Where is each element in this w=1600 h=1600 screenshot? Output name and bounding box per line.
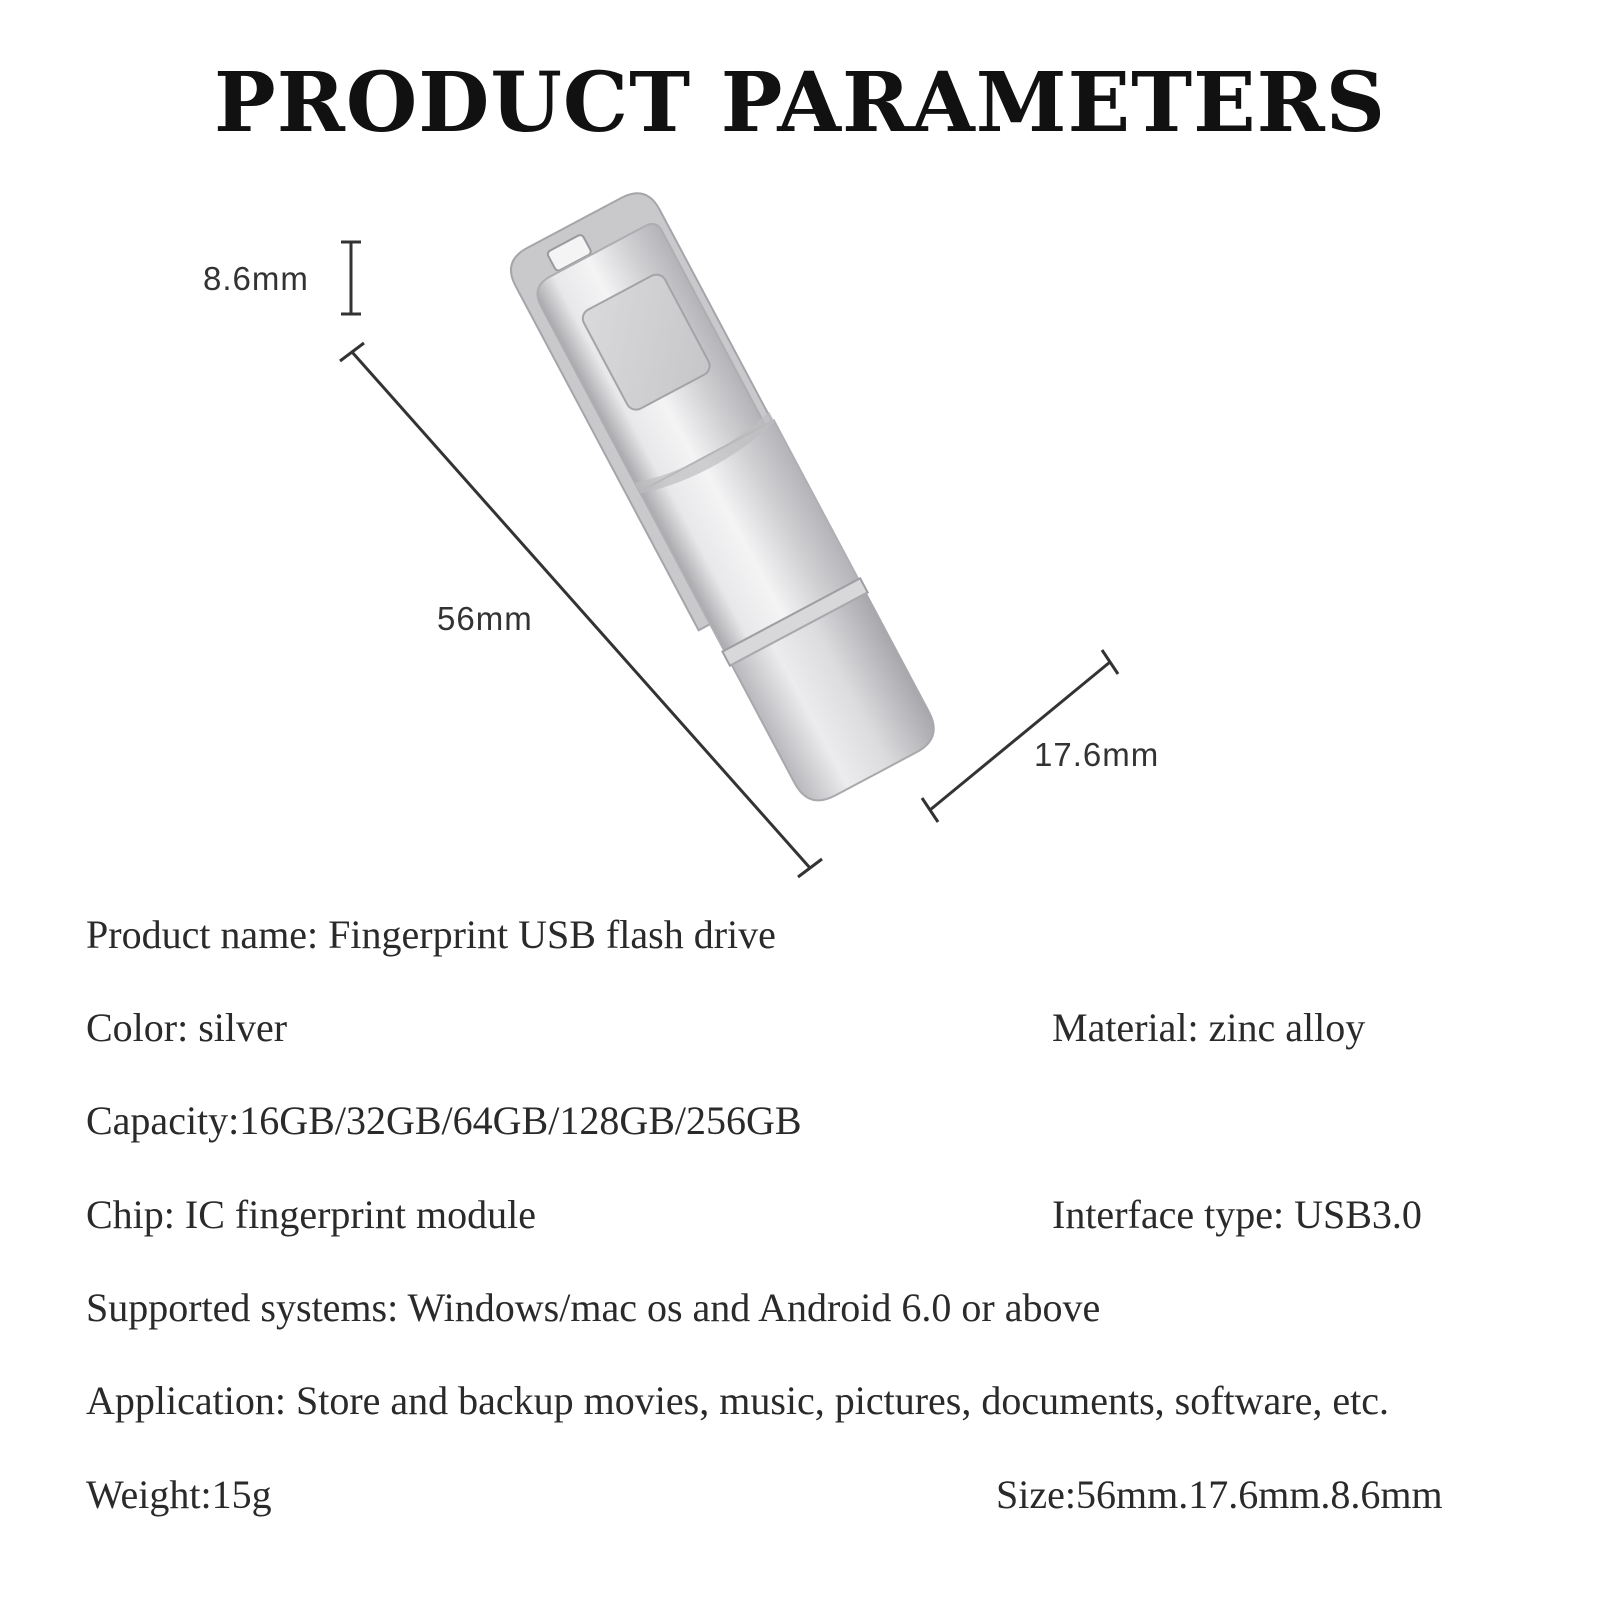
spec-product-name: Product name: Fingerprint USB flash drive	[86, 912, 776, 957]
spec-interface: Interface type: USB3.0	[1052, 1192, 1422, 1237]
product-figure	[0, 180, 1600, 900]
thickness-label: 8.6mm	[203, 260, 309, 297]
thickness-dimension-line	[341, 242, 361, 314]
spec-size: Size:56mm.17.6mm.8.6mm	[996, 1472, 1443, 1517]
usb-drive	[502, 183, 944, 816]
spec-color: Color: silver	[86, 1005, 288, 1050]
spec-material: Material: zinc alloy	[1052, 1005, 1366, 1050]
spec-chip: Chip: IC fingerprint module	[86, 1192, 536, 1237]
length-label: 56mm	[437, 600, 533, 637]
spec-weight: Weight:15g	[86, 1472, 272, 1517]
spec-application: Application: Store and backup movies, music, pictures, documents, software, etc.	[86, 1378, 1390, 1423]
width-label: 17.6mm	[1034, 736, 1160, 773]
page-title: PRODUCT PARAMETERS	[214, 55, 1386, 151]
spec-systems: Supported systems: Windows/mac os and Android 6.0 or above	[86, 1285, 1101, 1330]
spec-capacity: Capacity:16GB/32GB/64GB/128GB/256GB	[86, 1098, 802, 1143]
